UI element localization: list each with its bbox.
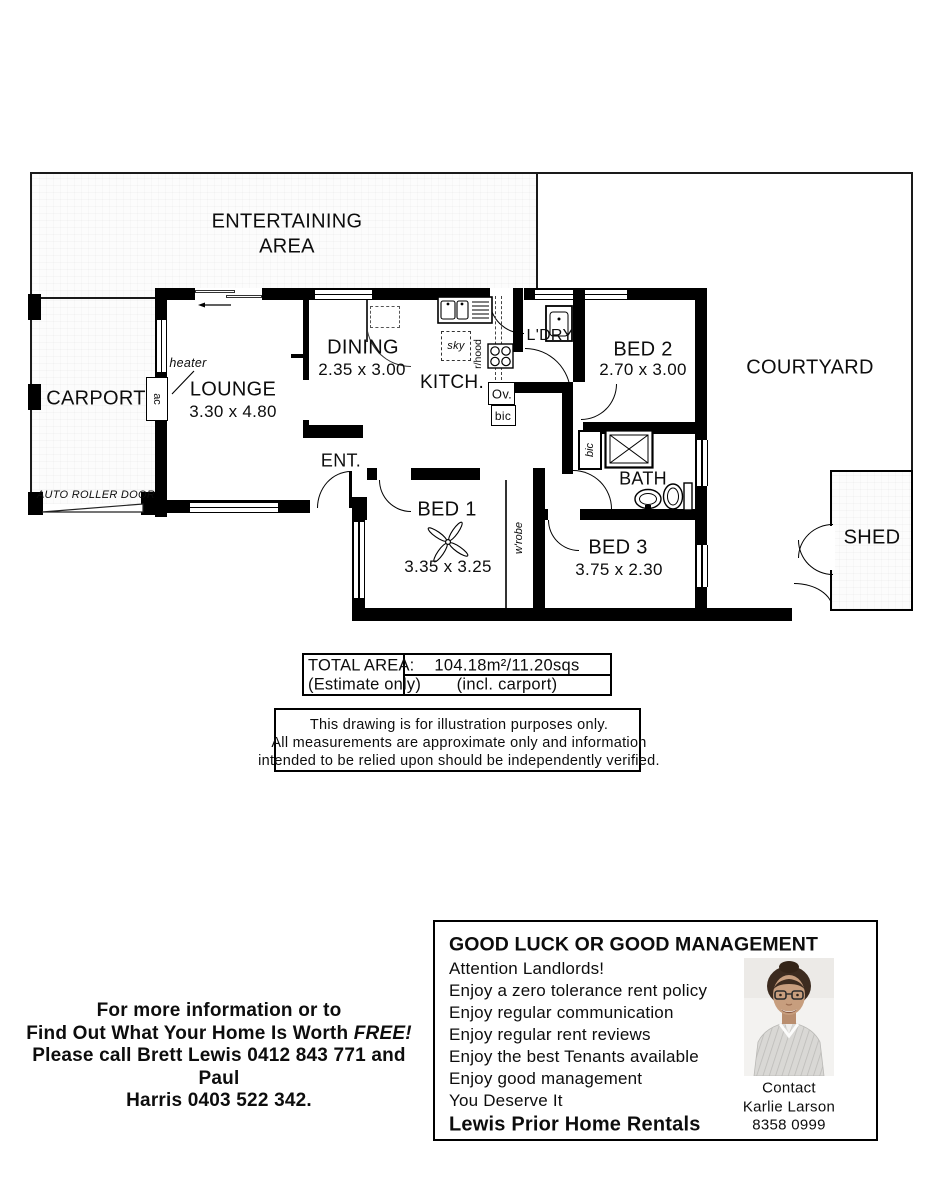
label-bed1-dims: 3.35 x 3.25 [404, 557, 492, 576]
label-bic-bath: bic [584, 442, 596, 458]
label-sky: sky [447, 340, 465, 352]
sliding-door-arrow-icon [198, 301, 232, 309]
shower-icon [604, 429, 654, 469]
wall [573, 288, 585, 382]
label-wardrobe: w'robe [513, 521, 525, 555]
label-entertaining-1: ENTERTAINING [211, 210, 363, 233]
estimate-only-label: (Estimate only) [308, 675, 422, 694]
label-lounge-dims: 3.30 x 4.80 [189, 402, 277, 421]
total-area-table [302, 653, 612, 696]
door-arc [525, 348, 571, 394]
label-bed2-dims: 2.70 x 3.00 [599, 360, 687, 379]
window [353, 522, 365, 598]
wall [533, 468, 545, 621]
entertaining-bottom-edge [32, 297, 157, 299]
label-oven: Ov. [491, 386, 513, 402]
entertaining-right-edge [536, 174, 538, 298]
wall [562, 382, 573, 474]
label-rangehood: r/hood [472, 339, 484, 369]
label-dining: DINING [327, 336, 399, 359]
ad-line: Enjoy the best Tenants available [449, 1047, 699, 1066]
door-arc [379, 480, 411, 512]
promo-line-3: Please call Brett Lewis 0412 843 771 and Paul [32, 1045, 406, 1089]
contact-name: Karlie Larson [742, 1098, 836, 1116]
wall [303, 300, 309, 380]
wall [367, 468, 377, 480]
ad-box [433, 920, 878, 1141]
post [28, 294, 41, 320]
ad-line: Enjoy regular rent reviews [449, 1025, 651, 1044]
door-arc [798, 540, 833, 575]
incl-carport-value: (incl. carport) [456, 675, 558, 694]
ad-line: Enjoy regular communication [449, 1003, 674, 1022]
boundary-top [30, 172, 913, 174]
promo-line-2-free: FREE! [353, 1022, 412, 1044]
door-arc [794, 583, 833, 609]
label-laundry: L'DRY [526, 327, 574, 344]
boundary-left [30, 172, 32, 515]
disclaimer-box [258, 708, 660, 772]
label-bed1: BED 1 [417, 498, 477, 521]
agent-photo [744, 958, 834, 1076]
ad-heading: GOOD LUCK OR GOOD MANAGEMENT [449, 933, 818, 956]
promo-line-2 [10, 1023, 428, 1046]
window [696, 440, 708, 486]
window [190, 502, 278, 513]
door-gap [548, 509, 580, 520]
sliding-door-panel [226, 295, 262, 298]
label-entertaining-2: AREA [259, 235, 315, 258]
label-carport: CARPORT [46, 387, 146, 410]
post [28, 384, 41, 410]
door-arc [581, 384, 617, 420]
window [696, 545, 708, 587]
sliding-door [195, 288, 262, 300]
label-ac: ac [151, 393, 163, 405]
wall [411, 468, 480, 480]
wall [291, 354, 305, 358]
contact-phone: 8358 0999 [752, 1116, 826, 1134]
window [315, 289, 372, 300]
door-arc [573, 470, 612, 509]
label-kitchen: KITCH. [419, 372, 485, 393]
label-bic-kitchen: bic [494, 409, 512, 423]
stove-icon [487, 343, 514, 369]
basin-icon [633, 488, 663, 510]
boundary-right [911, 172, 913, 473]
label-dining-dims: 2.35 x 3.00 [318, 360, 406, 379]
contact-label: Contact [762, 1079, 816, 1097]
total-area-label: TOTAL AREA: [308, 656, 415, 675]
label-bed2: BED 2 [613, 338, 673, 361]
label-courtyard: COURTYARD [746, 356, 874, 379]
wardrobe-divider [505, 480, 507, 608]
ad-line: Attention Landlords! [449, 959, 605, 978]
label-bed3: BED 3 [588, 536, 648, 559]
label-heater: heater [169, 356, 207, 370]
ad-brand: Lewis Prior Home Rentals [449, 1113, 701, 1136]
label-lounge: LOUNGE [189, 378, 277, 401]
roller-door-icon [40, 501, 146, 515]
label-shed: SHED [843, 526, 901, 549]
kitchen-sink-icon [437, 296, 493, 324]
disclaimer-line: intended to be relied upon should be independently verified. [258, 753, 660, 769]
sliding-door-panel [195, 290, 235, 293]
disclaimer-line: All measurements are approximate only and information [271, 735, 647, 751]
disclaimer-line: This drawing is for illustration purposes only. [309, 717, 609, 733]
promo-line-4: Harris 0403 522 342. [126, 1090, 312, 1111]
label-entry: ENT. [320, 450, 362, 471]
door-arc [317, 471, 351, 508]
wall [352, 608, 792, 621]
ad-line: Enjoy a zero tolerance rent policy [449, 981, 708, 1000]
label-bed3-dims: 3.75 x 2.30 [575, 560, 663, 579]
promo-line-1: For more information or to [96, 1000, 342, 1021]
total-area-value: 104.18m²/11.20sqs [434, 656, 580, 675]
wall [303, 425, 363, 438]
label-bath: BATH [619, 468, 667, 489]
ad-line: You Deserve It [449, 1091, 563, 1110]
window [156, 320, 167, 372]
promo-line-2-text: Find Out What Your Home Is Worth [26, 1022, 354, 1044]
promo-text [10, 1000, 428, 1113]
ad-line: Enjoy good management [449, 1069, 643, 1088]
door-arc [548, 520, 579, 551]
label-auto-roller-door: AUTO ROLLER DOOR [36, 489, 156, 501]
window [583, 289, 627, 300]
window [535, 289, 578, 300]
